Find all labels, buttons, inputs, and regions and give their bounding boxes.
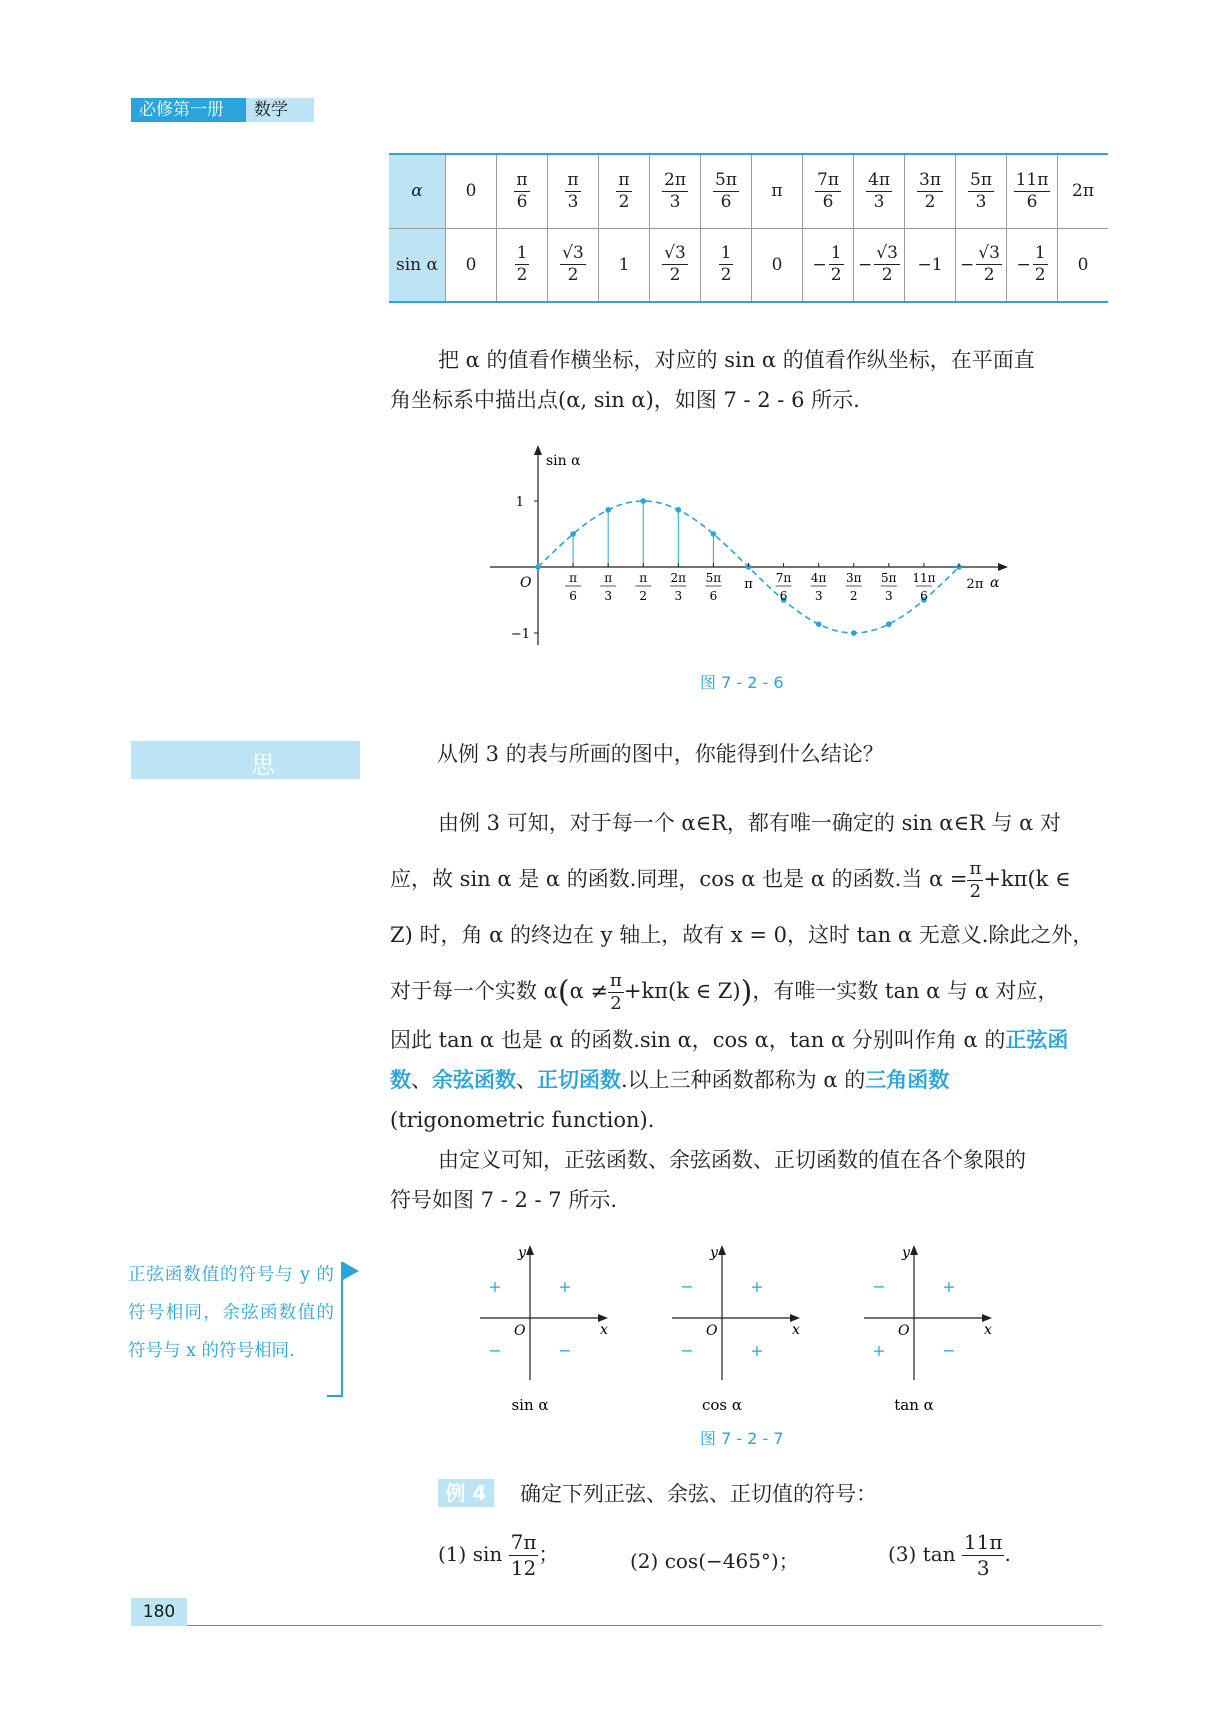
sin-value-table bbox=[389, 153, 1108, 303]
intro-paragraph bbox=[390, 340, 1102, 420]
quadrant-sign: − bbox=[680, 1341, 694, 1360]
quadrant-sign: − bbox=[488, 1341, 502, 1360]
sin-cell: $\frac{√3}{2}$ bbox=[650, 228, 701, 302]
x-tick-label: 6 bbox=[920, 589, 928, 603]
x-tick-label: 3 bbox=[604, 589, 612, 603]
sin-cell: $\frac{1}{2}$ bbox=[701, 228, 752, 302]
x-tick-label: 3 bbox=[884, 589, 893, 603]
quadrant-y-label: y bbox=[518, 1245, 526, 1261]
y-axis-label: sin α bbox=[546, 453, 581, 469]
row-label-alpha: α bbox=[389, 154, 446, 228]
problem-1: (1) sin $\frac{7\pi}{12}$ ； bbox=[438, 1530, 559, 1580]
quadrant-x-label: x bbox=[600, 1322, 608, 1338]
row-label-sin: sin α bbox=[389, 228, 446, 302]
alpha-cell: $\frac{3\pi}{2}$ bbox=[905, 154, 956, 228]
sine-point-plot bbox=[480, 445, 1020, 665]
quadrant-sign: + bbox=[488, 1277, 502, 1296]
alpha-cell: π bbox=[752, 154, 803, 228]
margin-note-bracket-foot bbox=[327, 1395, 343, 1397]
alpha-cell: $\frac{\pi}{6}$ bbox=[497, 154, 548, 228]
quadrant-origin-label: O bbox=[706, 1323, 718, 1339]
alpha-cell: $\frac{11\pi}{6}$ bbox=[1007, 154, 1058, 228]
data-point bbox=[886, 621, 892, 627]
x-tick-label: 2 bbox=[639, 589, 648, 603]
quadrant-origin-label: O bbox=[898, 1323, 910, 1339]
intro-line-1: 把 α 的值看作横坐标，对应的 sin α 的值看作纵坐标，在平面直 bbox=[438, 348, 1035, 372]
alpha-cell: $\frac{5\pi}{6}$ bbox=[701, 154, 752, 228]
quadrant-panel-label: sin α bbox=[511, 1396, 549, 1414]
x-tick-label: 3 bbox=[814, 589, 823, 603]
quadrant-x-arrow-icon bbox=[598, 1314, 608, 1322]
x-tick-label: 6 bbox=[569, 589, 577, 603]
alpha-cell: $\frac{\pi}{3}$ bbox=[548, 154, 599, 228]
page-number: 180 bbox=[131, 1598, 187, 1626]
body-line-5: 因此 tan α 也是 α 的函数.sin α，cos α，tan α 分别叫作角 α 的正弦函 bbox=[390, 1028, 1069, 1052]
body-paragraph bbox=[390, 795, 1102, 1021]
x-tick-label: 5π bbox=[705, 571, 722, 585]
quadrant-y-arrow-icon bbox=[526, 1245, 534, 1255]
quadrant-sign: + bbox=[558, 1277, 572, 1296]
data-point bbox=[535, 564, 541, 570]
sin-cell: − $\frac{√3}{2}$ bbox=[956, 228, 1007, 302]
margin-note: 正弦函数值的符号与 y 的符号相同，余弦函数值的符号与 x 的符号相同. bbox=[128, 1265, 334, 1361]
data-point bbox=[816, 621, 822, 627]
x-tick-label: 11π bbox=[912, 571, 936, 585]
quadrant-panel-label: tan α bbox=[894, 1396, 934, 1414]
quadrant-x-label: x bbox=[792, 1322, 800, 1338]
x-tick-label: 3π bbox=[845, 571, 862, 585]
quadrant-sign: − bbox=[680, 1277, 694, 1296]
alpha-cell: 0 bbox=[446, 154, 497, 228]
alpha-cell: 2π bbox=[1058, 154, 1109, 228]
quadrant-sign: + bbox=[942, 1277, 956, 1296]
body-line-4: 对于每一个实数 α(α ≠ $\frac{\pi}{2}$ +kπ(k ∈ Z))，有唯一实数 tan α 与 α 对应， bbox=[390, 969, 1059, 1014]
x-tick-label: π bbox=[639, 571, 648, 585]
alpha-cell: $\frac{7\pi}{6}$ bbox=[803, 154, 854, 228]
x-tick-label: π bbox=[744, 577, 753, 592]
quadrant-sign: − bbox=[558, 1341, 572, 1360]
data-point bbox=[851, 630, 857, 636]
quadrant-x-label: x bbox=[984, 1322, 992, 1338]
sin-cell: − $\frac{1}{2}$ bbox=[803, 228, 854, 302]
footer-rule bbox=[187, 1625, 1102, 1626]
alpha-cell: $\frac{4\pi}{3}$ bbox=[854, 154, 905, 228]
sin-cell: −1 bbox=[905, 228, 956, 302]
x-tick-label: 5π bbox=[881, 571, 897, 585]
quadrant-sign: − bbox=[872, 1277, 886, 1296]
problem-2: (2) cos(−465°)； bbox=[630, 1549, 799, 1573]
example-4-text: 确定下列正弦、余弦、正切值的符号： bbox=[520, 1482, 877, 1506]
alpha-cell: $\frac{2\pi}{3}$ bbox=[650, 154, 701, 228]
think-label: 思 考 bbox=[251, 751, 293, 814]
quadrant-sign-figure bbox=[480, 1245, 1020, 1430]
sin-cell: 0 bbox=[752, 228, 803, 302]
quadrant-y-arrow-icon bbox=[910, 1245, 918, 1255]
quadrant-y-arrow-icon bbox=[718, 1245, 726, 1255]
x-tick-label: 2π bbox=[966, 577, 984, 592]
think-question: 从例 3 的表与所画的图中，你能得到什么结论？ bbox=[437, 742, 884, 766]
data-point bbox=[676, 507, 682, 513]
body-line-3: Z) 时，角 α 的终边在 y 轴上，故有 x = 0，这时 tan α 无意义.除此之外， bbox=[390, 923, 1094, 947]
think-label-box bbox=[131, 741, 360, 814]
x-tick-label: π bbox=[569, 571, 578, 585]
x-tick-label: 2 bbox=[849, 589, 858, 603]
x-axis-label: α bbox=[990, 575, 1000, 591]
margin-note-bracket bbox=[341, 1262, 343, 1396]
y-tick-label: −1 bbox=[510, 627, 530, 642]
alpha-cell: $\frac{5\pi}{3}$ bbox=[956, 154, 1007, 228]
y-axis-arrow-icon bbox=[534, 445, 542, 455]
figure-caption-727: 图 7 - 2 - 7 bbox=[700, 1429, 784, 1448]
book-title: 必修第一册 bbox=[131, 98, 259, 122]
sin-cell: − $\frac{1}{2}$ bbox=[1007, 228, 1058, 302]
body-line-6: 数、余弦函数、正切函数.以上三种函数都称为 α 的三角函数 bbox=[390, 1068, 950, 1092]
quadrant-sign: + bbox=[750, 1277, 764, 1296]
quadrant-panel-label: cos α bbox=[701, 1396, 743, 1414]
quadrant-y-label: y bbox=[902, 1245, 910, 1261]
sin-cell: $\frac{1}{2}$ bbox=[497, 228, 548, 302]
quadrant-sign: + bbox=[872, 1341, 886, 1360]
x-tick-label: 2π bbox=[670, 571, 687, 585]
subject-label: 数学 bbox=[246, 98, 314, 122]
x-tick-label: 6 bbox=[779, 589, 788, 603]
sin-cell: $\frac{√3}{2}$ bbox=[548, 228, 599, 302]
quadrant-origin-label: O bbox=[514, 1323, 526, 1339]
quadrant-x-arrow-icon bbox=[790, 1314, 800, 1322]
alpha-cell: $\frac{\pi}{2}$ bbox=[599, 154, 650, 228]
sin-cell: − $\frac{√3}{2}$ bbox=[854, 228, 905, 302]
data-point bbox=[605, 507, 611, 513]
x-tick-label: 4π bbox=[810, 571, 827, 585]
sin-cell: 0 bbox=[446, 228, 497, 302]
data-point bbox=[711, 531, 717, 537]
example-4-badge: 例 4 bbox=[438, 1479, 494, 1507]
x-tick-label: π bbox=[604, 571, 613, 585]
quadrant-sign: − bbox=[942, 1341, 956, 1360]
body-line-2: 应，故 sin α 是 α 的函数.同理，cos α 也是 α 的函数.当 α = $\frac{\pi}{2}$ +kπ(k ∈ bbox=[390, 857, 1071, 902]
quadrant-sign: + bbox=[750, 1341, 764, 1360]
sin-cell: 0 bbox=[1058, 228, 1109, 302]
data-point bbox=[640, 498, 646, 504]
sin-cell: 1 bbox=[599, 228, 650, 302]
body-line-7: (trigonometric function). bbox=[390, 1108, 655, 1132]
margin-note-arrow-icon bbox=[343, 1262, 359, 1280]
intro-line-2: 角坐标系中描出点(α, sin α)，如图 7 - 2 - 6 所示. bbox=[390, 388, 860, 412]
x-axis-arrow-icon bbox=[998, 563, 1008, 571]
body-line-8: 由定义可知，正弦函数、余弦函数、正切函数的值在各个象限的 bbox=[438, 1148, 1026, 1172]
quadrant-x-arrow-icon bbox=[982, 1314, 992, 1322]
body-line-9: 符号如图 7 - 2 - 7 所示. bbox=[390, 1188, 618, 1212]
body-paragraph-2 bbox=[390, 1020, 1102, 1220]
body-line-1: 由例 3 可知，对于每一个 α∈R，都有唯一确定的 sin α∈R 与 α 对 bbox=[438, 811, 1062, 835]
data-point bbox=[570, 531, 576, 537]
quadrant-y-label: y bbox=[710, 1245, 718, 1261]
x-tick-label: 6 bbox=[709, 589, 718, 603]
x-tick-label: 7π bbox=[775, 571, 792, 585]
x-tick-label: 3 bbox=[674, 589, 683, 603]
y-tick-label: 1 bbox=[515, 495, 524, 510]
problem-3: (3) tan $\frac{11\pi}{3}$ . bbox=[888, 1530, 1011, 1580]
figure-caption-726: 图 7 - 2 - 6 bbox=[700, 673, 784, 692]
origin-label: O bbox=[520, 575, 532, 591]
